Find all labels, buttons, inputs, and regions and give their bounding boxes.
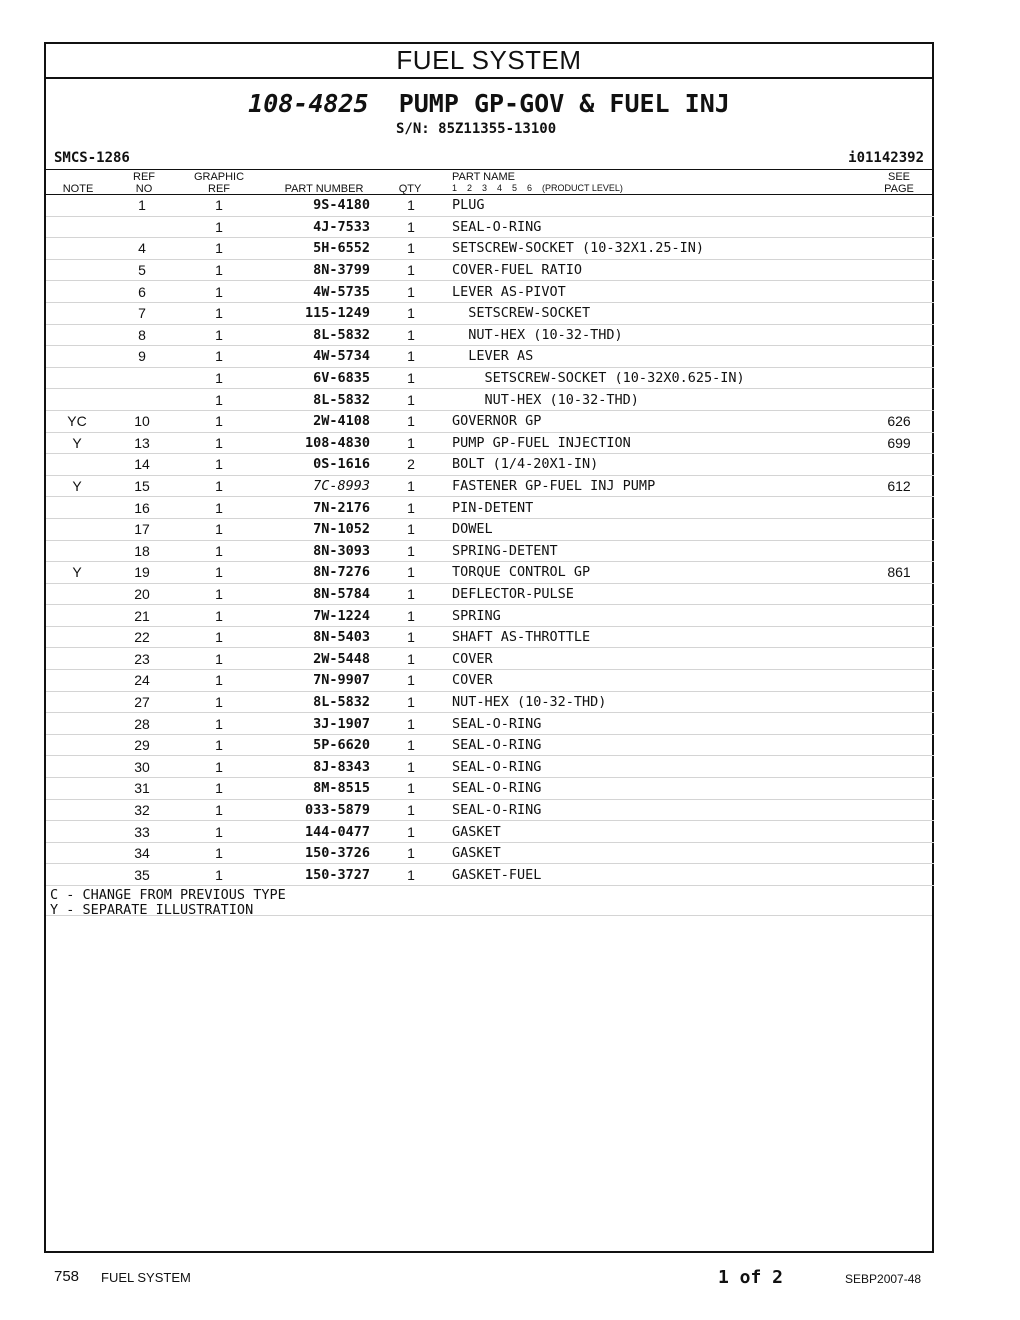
note-cell	[46, 324, 108, 346]
see-page-cell	[864, 842, 934, 864]
qty-cell: 1	[370, 497, 452, 519]
part-number-cell: 150-3727	[262, 864, 370, 886]
table-row	[46, 821, 934, 843]
graphic-ref-cell: 1	[176, 605, 262, 627]
table-row	[46, 346, 934, 368]
part-name-cell: SETSCREW-SOCKET (10-32X1.25-IN)	[452, 238, 864, 260]
part-name-cell: LEVER AS	[452, 346, 864, 368]
see-page-cell	[864, 195, 934, 216]
graphic-ref-cell: 1	[176, 389, 262, 411]
graphic-ref-cell: 1	[176, 821, 262, 843]
qty-cell: 1	[370, 691, 452, 713]
part-name-cell: SEAL-O-RING	[452, 734, 864, 756]
part-name-cell: DOWEL	[452, 518, 864, 540]
part-number-cell: 8J-8343	[262, 756, 370, 778]
part-number-cell: 8N-3799	[262, 259, 370, 281]
qty-cell: 1	[370, 799, 452, 821]
qty-cell: 1	[370, 432, 452, 454]
ref-no-cell: 35	[108, 864, 176, 886]
see-page-cell	[864, 713, 934, 735]
table-row	[46, 281, 934, 303]
ref-no-cell: 13	[108, 432, 176, 454]
part-number-cell: 8N-3093	[262, 540, 370, 562]
qty-cell: 1	[370, 648, 452, 670]
note-cell	[46, 691, 108, 713]
footer-page-number: 758	[54, 1268, 80, 1285]
part-number-cell: 3J-1907	[262, 713, 370, 735]
graphic-ref-cell: 1	[176, 583, 262, 605]
ref-no-cell: 17	[108, 518, 176, 540]
table-row	[46, 324, 934, 346]
part-number-cell: 7N-9907	[262, 670, 370, 692]
note-cell	[46, 756, 108, 778]
table-row	[46, 518, 934, 540]
qty-cell: 1	[370, 713, 452, 735]
part-name-cell: SETSCREW-SOCKET	[452, 302, 864, 324]
note-cell	[46, 302, 108, 324]
graphic-ref-cell: 1	[176, 626, 262, 648]
qty-cell: 1	[370, 518, 452, 540]
part-number-cell: 2W-5448	[262, 648, 370, 670]
part-number-cell: 2W-4108	[262, 410, 370, 432]
table-row	[46, 670, 934, 692]
table-row	[46, 864, 934, 886]
graphic-ref-cell: 1	[176, 518, 262, 540]
table-row	[46, 799, 934, 821]
graphic-ref-cell: 1	[176, 195, 262, 216]
note-cell	[46, 497, 108, 519]
part-number-cell: 5P-6620	[262, 734, 370, 756]
table-row	[46, 454, 934, 476]
ref-no-cell	[108, 216, 176, 238]
part-name-cell: COVER	[452, 670, 864, 692]
qty-cell: 1	[370, 734, 452, 756]
graphic-ref-cell: 1	[176, 302, 262, 324]
note-cell	[46, 799, 108, 821]
qty-cell: 1	[370, 302, 452, 324]
ref-no-cell: 29	[108, 734, 176, 756]
graphic-ref-cell: 1	[176, 713, 262, 735]
qty-cell: 1	[370, 756, 452, 778]
ref-no-cell: 9	[108, 346, 176, 368]
see-page-cell	[864, 670, 934, 692]
part-number-cell: 7N-1052	[262, 518, 370, 540]
col-header-part-number: PART NUMBER	[284, 183, 364, 195]
note-cell	[46, 518, 108, 540]
table-row	[46, 410, 934, 432]
graphic-ref-cell: 1	[176, 281, 262, 303]
part-number-cell: 8N-7276	[262, 562, 370, 584]
part-number-cell: 4W-5735	[262, 281, 370, 303]
see-page-cell	[864, 518, 934, 540]
part-name-cell: SEAL-O-RING	[452, 778, 864, 800]
part-number-cell: 8L-5832	[262, 389, 370, 411]
qty-cell: 1	[370, 626, 452, 648]
qty-cell: 1	[370, 605, 452, 627]
see-page-cell	[864, 583, 934, 605]
qty-cell: 1	[370, 670, 452, 692]
table-row	[46, 713, 934, 735]
group-header	[46, 79, 932, 194]
table-row	[46, 756, 934, 778]
qty-cell: 2	[370, 454, 452, 476]
note-cell	[46, 583, 108, 605]
see-page-cell	[864, 324, 934, 346]
ref-no-cell: 4	[108, 238, 176, 260]
ref-no-cell: 14	[108, 454, 176, 476]
see-page-cell	[864, 626, 934, 648]
part-number-cell: 6V-6835	[262, 367, 370, 389]
table-row	[46, 842, 934, 864]
see-page-cell	[864, 238, 934, 260]
note-cell	[46, 367, 108, 389]
part-name-cell: PIN-DETENT	[452, 497, 864, 519]
see-page-cell	[864, 346, 934, 368]
table-row	[46, 216, 934, 238]
part-name-cell: BOLT (1/4-20X1-IN)	[452, 454, 864, 476]
ref-no-cell: 8	[108, 324, 176, 346]
part-name-cell: SEAL-O-RING	[452, 756, 864, 778]
part-name-cell: SEAL-O-RING	[452, 713, 864, 735]
qty-cell: 1	[370, 778, 452, 800]
notes-legend	[46, 886, 932, 916]
table-row	[46, 475, 934, 497]
ref-no-cell: 10	[108, 410, 176, 432]
part-name-cell: FASTENER GP-FUEL INJ PUMP	[452, 475, 864, 497]
note-cell: Y	[46, 562, 108, 584]
table-row	[46, 238, 934, 260]
see-page-cell	[864, 389, 934, 411]
table-row	[46, 778, 934, 800]
graphic-ref-cell: 1	[176, 691, 262, 713]
note-cell	[46, 864, 108, 886]
qty-cell: 1	[370, 475, 452, 497]
ref-no-cell: 30	[108, 756, 176, 778]
graphic-ref-cell: 1	[176, 799, 262, 821]
table-row	[46, 540, 934, 562]
qty-cell: 1	[370, 216, 452, 238]
see-page-cell	[864, 281, 934, 303]
see-page-cell	[864, 734, 934, 756]
table-row	[46, 648, 934, 670]
part-number-cell: 4J-7533	[262, 216, 370, 238]
qty-cell: 1	[370, 389, 452, 411]
qty-cell: 1	[370, 864, 452, 886]
table-row	[46, 734, 934, 756]
part-number-cell: 0S-1616	[262, 454, 370, 476]
graphic-ref-cell: 1	[176, 432, 262, 454]
graphic-ref-cell: 1	[176, 648, 262, 670]
part-number-cell: 5H-6552	[262, 238, 370, 260]
table-row	[46, 259, 934, 281]
part-name-cell: PUMP GP-FUEL INJECTION	[452, 432, 864, 454]
part-number-cell: 4W-5734	[262, 346, 370, 368]
part-name-cell: COVER-FUEL RATIO	[452, 259, 864, 281]
part-name-cell: SPRING-DETENT	[452, 540, 864, 562]
note-cell	[46, 540, 108, 562]
part-number-cell: 8L-5832	[262, 324, 370, 346]
note-cell: YC	[46, 410, 108, 432]
col-header-see-page: SEE PAGE	[884, 171, 914, 195]
product-level-numbers: 1 2 3 4 5 6 (PRODUCT LEVEL)	[452, 183, 623, 193]
see-page-cell	[864, 540, 934, 562]
part-name-cell: COVER	[452, 648, 864, 670]
note-cell	[46, 454, 108, 476]
see-page-cell: 612	[864, 475, 934, 497]
table-row	[46, 583, 934, 605]
table-row	[46, 195, 934, 216]
see-page-cell	[864, 648, 934, 670]
qty-cell: 1	[370, 540, 452, 562]
note-cell	[46, 670, 108, 692]
ref-no-cell	[108, 367, 176, 389]
note-cell	[46, 281, 108, 303]
qty-cell: 1	[370, 410, 452, 432]
ref-no-cell: 22	[108, 626, 176, 648]
graphic-ref-cell: 1	[176, 562, 262, 584]
qty-cell: 1	[370, 583, 452, 605]
note-cell	[46, 713, 108, 735]
section-title: FUEL SYSTEM	[46, 44, 932, 79]
col-header-graphic-ref: GRAPHIC REF	[193, 171, 245, 195]
part-number-cell: 8M-8515	[262, 778, 370, 800]
part-number-cell: 7C-8993	[262, 475, 370, 497]
ref-no-cell: 20	[108, 583, 176, 605]
graphic-ref-cell: 1	[176, 454, 262, 476]
part-number-cell: 8N-5784	[262, 583, 370, 605]
graphic-ref-cell: 1	[176, 475, 262, 497]
graphic-ref-cell: 1	[176, 778, 262, 800]
see-page-cell	[864, 799, 934, 821]
qty-cell: 1	[370, 842, 452, 864]
note-cell	[46, 238, 108, 260]
table-row	[46, 562, 934, 584]
smcs-code: SMCS-1286	[54, 150, 130, 166]
note-cell: Y	[46, 475, 108, 497]
ref-no-cell: 1	[108, 195, 176, 216]
see-page-cell: 861	[864, 562, 934, 584]
graphic-ref-cell: 1	[176, 497, 262, 519]
see-page-cell	[864, 259, 934, 281]
part-number-cell: 150-3726	[262, 842, 370, 864]
qty-cell: 1	[370, 259, 452, 281]
see-page-cell	[864, 778, 934, 800]
see-page-cell	[864, 367, 934, 389]
graphic-ref-cell: 1	[176, 864, 262, 886]
part-name-cell: GASKET	[452, 821, 864, 843]
see-page-cell	[864, 454, 934, 476]
graphic-ref-cell: 1	[176, 238, 262, 260]
ref-no-cell: 32	[108, 799, 176, 821]
part-number-cell: 7W-1224	[262, 605, 370, 627]
ref-no-cell: 33	[108, 821, 176, 843]
group-title	[46, 89, 932, 118]
note-cell	[46, 389, 108, 411]
see-page-cell	[864, 756, 934, 778]
note-cell	[46, 346, 108, 368]
note-cell	[46, 216, 108, 238]
col-header-qty: QTY	[398, 183, 422, 195]
part-number-cell: 8L-5832	[262, 691, 370, 713]
ref-no-cell: 23	[108, 648, 176, 670]
part-name-cell: NUT-HEX (10-32-THD)	[452, 324, 864, 346]
part-number-cell: 8N-5403	[262, 626, 370, 648]
graphic-ref-cell: 1	[176, 734, 262, 756]
qty-cell: 1	[370, 281, 452, 303]
footer-page-of: 1 of 2	[718, 1267, 784, 1288]
note-cell	[46, 626, 108, 648]
ref-no-cell: 15	[108, 475, 176, 497]
see-page-cell	[864, 864, 934, 886]
ref-no-cell: 24	[108, 670, 176, 692]
graphic-ref-cell: 1	[176, 756, 262, 778]
table-row	[46, 605, 934, 627]
part-name-cell: LEVER AS-PIVOT	[452, 281, 864, 303]
qty-cell: 1	[370, 324, 452, 346]
graphic-ref-cell: 1	[176, 216, 262, 238]
graphic-ref-cell: 1	[176, 670, 262, 692]
part-name-cell: GOVERNOR GP	[452, 410, 864, 432]
see-page-cell: 699	[864, 432, 934, 454]
qty-cell: 1	[370, 238, 452, 260]
part-number-cell: 033-5879	[262, 799, 370, 821]
group-part-number: 108-4825	[248, 89, 369, 118]
parts-table-container	[46, 194, 932, 916]
footer-doc-id: SEBP2007-48	[845, 1272, 922, 1286]
graphic-ref-cell: 1	[176, 842, 262, 864]
part-name-cell: SEAL-O-RING	[452, 799, 864, 821]
ref-no-cell: 27	[108, 691, 176, 713]
part-number-cell: 7N-2176	[262, 497, 370, 519]
table-row	[46, 302, 934, 324]
note-cell	[46, 648, 108, 670]
note-cell	[46, 734, 108, 756]
ref-no-cell: 16	[108, 497, 176, 519]
qty-cell: 1	[370, 195, 452, 216]
see-page-cell	[864, 497, 934, 519]
ref-no-cell	[108, 389, 176, 411]
table-row	[46, 691, 934, 713]
ref-no-cell: 6	[108, 281, 176, 303]
group-name: PUMP GP-GOV & FUEL INJ	[398, 89, 730, 118]
see-page-cell	[864, 691, 934, 713]
ref-no-cell: 19	[108, 562, 176, 584]
part-name-cell: SPRING	[452, 605, 864, 627]
part-name-cell: SEAL-O-RING	[452, 216, 864, 238]
part-name-cell: PLUG	[452, 195, 864, 216]
part-number-cell: 108-4830	[262, 432, 370, 454]
legend-change: C - CHANGE FROM PREVIOUS TYPE	[50, 887, 286, 903]
graphic-ref-cell: 1	[176, 410, 262, 432]
ref-no-cell: 21	[108, 605, 176, 627]
ref-no-cell: 31	[108, 778, 176, 800]
note-cell	[46, 259, 108, 281]
part-number-cell: 115-1249	[262, 302, 370, 324]
note-cell	[46, 821, 108, 843]
col-header-part-name: PART NAME	[452, 171, 515, 183]
part-name-cell: TORQUE CONTROL GP	[452, 562, 864, 584]
part-name-cell: DEFLECTOR-PULSE	[452, 583, 864, 605]
ref-no-cell: 18	[108, 540, 176, 562]
ref-no-cell: 7	[108, 302, 176, 324]
parts-table	[46, 195, 934, 886]
part-name-cell: SETSCREW-SOCKET (10-32X0.625-IN)	[452, 367, 864, 389]
graphic-ref-cell: 1	[176, 324, 262, 346]
table-row	[46, 626, 934, 648]
graphic-ref-cell: 1	[176, 259, 262, 281]
note-cell	[46, 605, 108, 627]
see-page-cell	[864, 216, 934, 238]
note-cell	[46, 195, 108, 216]
see-page-cell	[864, 302, 934, 324]
table-row	[46, 432, 934, 454]
legend-separate-illustration: Y - SEPARATE ILLUSTRATION	[50, 902, 254, 918]
table-row	[46, 389, 934, 411]
qty-cell: 1	[370, 821, 452, 843]
part-name-cell: SHAFT AS-THROTTLE	[452, 626, 864, 648]
parts-page-frame	[44, 42, 934, 1253]
graphic-ref-cell: 1	[176, 540, 262, 562]
graphic-ref-cell: 1	[176, 346, 262, 368]
ref-no-cell: 34	[108, 842, 176, 864]
footer-section: FUEL SYSTEM	[101, 1270, 191, 1285]
illustration-id: i01142392	[848, 150, 924, 166]
part-name-cell: NUT-HEX (10-32-THD)	[452, 389, 864, 411]
part-number-cell: 9S-4180	[262, 195, 370, 216]
qty-cell: 1	[370, 562, 452, 584]
see-page-cell	[864, 605, 934, 627]
part-name-cell: NUT-HEX (10-32-THD)	[452, 691, 864, 713]
graphic-ref-cell: 1	[176, 367, 262, 389]
serial-numbers: S/N: 85Z11355-13100	[396, 121, 557, 137]
table-row	[46, 367, 934, 389]
ref-no-cell: 28	[108, 713, 176, 735]
col-header-ref-no: REF NO	[133, 171, 155, 195]
table-row	[46, 497, 934, 519]
header-divider	[46, 169, 932, 170]
part-number-cell: 144-0477	[262, 821, 370, 843]
ref-no-cell: 5	[108, 259, 176, 281]
qty-cell: 1	[370, 346, 452, 368]
note-cell: Y	[46, 432, 108, 454]
part-name-cell: GASKET-FUEL	[452, 864, 864, 886]
qty-cell: 1	[370, 367, 452, 389]
see-page-cell	[864, 821, 934, 843]
see-page-cell: 626	[864, 410, 934, 432]
col-header-note: NOTE	[62, 183, 94, 195]
note-cell	[46, 778, 108, 800]
part-name-cell: GASKET	[452, 842, 864, 864]
note-cell	[46, 842, 108, 864]
